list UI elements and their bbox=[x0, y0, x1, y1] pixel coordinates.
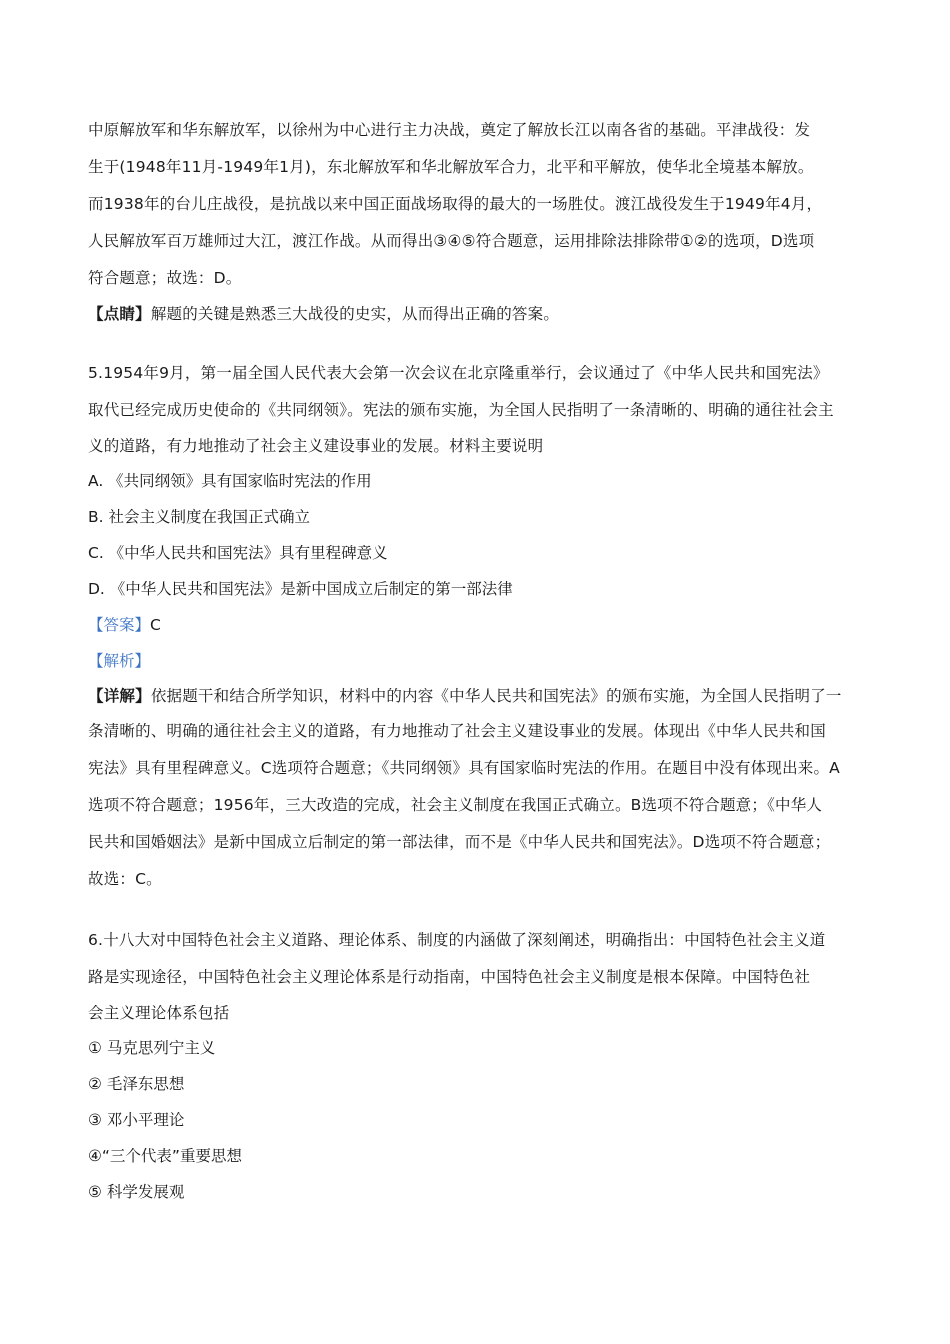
option-c: C. 《中华人民共和国宪法》具有里程碑意义 bbox=[88, 544, 388, 562]
question-6 bbox=[88, 922, 868, 1210]
list-item: ⑤ 科学发展观 bbox=[88, 1183, 185, 1201]
text-line: 符合题意；故选：D。 bbox=[88, 269, 242, 287]
comment-line bbox=[88, 297, 868, 331]
detail-line: 故选：C。 bbox=[88, 870, 162, 888]
question-stem-line: 5.1954年9月，第一届全国人民代表大会第一次会议在北京隆重举行，会议通过了《中华人民共和国宪法》 bbox=[88, 364, 829, 382]
document-page bbox=[88, 112, 868, 1210]
list-item: ④“三个代表”重要思想 bbox=[88, 1147, 242, 1165]
text-line: 而1938年的台儿庄战役，是抗战以来中国正面战场取得的最大的一场胜仗。渡江战役发生于1949年4月， bbox=[88, 195, 823, 213]
detail-line bbox=[88, 679, 868, 713]
detail-line: 民共和国婚姻法》是新中国成立后制定的第一部法律，而不是《中华人民共和国宪法》。D选项不符合题意； bbox=[88, 833, 831, 851]
question-stem-line: 义的道路，有力地推动了社会主义建设事业的发展。材料主要说明 bbox=[88, 437, 544, 455]
question-stem-line: 路是实现途径，中国特色社会主义理论体系是行动指南，中国特色社会主义制度是根本保障。中国特色社 bbox=[88, 968, 811, 986]
list-item: ③ 邓小平理论 bbox=[88, 1111, 185, 1129]
answer-tag: 【答案】 bbox=[88, 616, 151, 634]
option-a: A. 《共同纲领》具有国家临时宪法的作用 bbox=[88, 472, 372, 490]
option-d: D. 《中华人民共和国宪法》是新中国成立后制定的第一部法律 bbox=[88, 580, 513, 598]
detail-line: 选项不符合题意；1956年，三大改造的完成，社会主义制度在我国正式确立。B选项不符合题意；《中华人 bbox=[88, 796, 823, 814]
text-line: 人民解放军百万雄师过大江，渡江作战。从而得出③④⑤符合题意，运用排除法排除带①②的选项，D选项 bbox=[88, 232, 815, 250]
detail-tag: 【详解】 bbox=[88, 687, 151, 705]
text-line: 中原解放军和华东解放军，以徐州为中心进行主力决战，奠定了解放长江以南各省的基础。平津战役：发 bbox=[88, 121, 811, 139]
detail-line: 宪法》具有里程碑意义。C选项符合题意；《共同纲领》具有国家临时宪法的作用。在题目中没有体现出来。A bbox=[88, 759, 840, 777]
comment-text: 解题的关键是熟悉三大战役的史实，从而得出正确的答案。 bbox=[150, 305, 560, 323]
text-line: 生于(1948年11月-1949年1月)，东北解放军和华北解放军合力，北平和平解放，使华北全境基本解放。 bbox=[88, 158, 814, 176]
comment-tag: 【点睛】 bbox=[88, 305, 151, 323]
analysis-tag: 【解析】 bbox=[88, 652, 151, 670]
list-item: ① 马克思列宁主义 bbox=[88, 1039, 216, 1057]
option-b: B. 社会主义制度在我国正式确立 bbox=[88, 508, 310, 526]
question-stem-line: 取代已经完成历史使命的《共同纲领》。宪法的颁布实施，为全国人民指明了一条清晰的、明确的通往社会主 bbox=[88, 401, 834, 419]
list-item: ② 毛泽东思想 bbox=[88, 1075, 185, 1093]
answer-line bbox=[88, 607, 868, 643]
question-5 bbox=[88, 355, 868, 898]
answer-value: C bbox=[150, 616, 161, 634]
detail-text: 依据题干和结合所学知识，材料中的内容《中华人民共和国宪法》的颁布实施，为全国人民指明了一 bbox=[150, 687, 842, 705]
previous-explanation bbox=[88, 112, 868, 331]
detail-line: 条清晰的、明确的通往社会主义的道路，有力地推动了社会主义建设事业的发展。体现出《中华人民共和国 bbox=[88, 722, 826, 740]
question-stem-line: 6.十八大对中国特色社会主义道路、理论体系、制度的内涵做了深刻阐述，明确指出：中国特色社会主义道 bbox=[88, 931, 826, 949]
question-stem-line: 会主义理论体系包括 bbox=[88, 1004, 230, 1022]
